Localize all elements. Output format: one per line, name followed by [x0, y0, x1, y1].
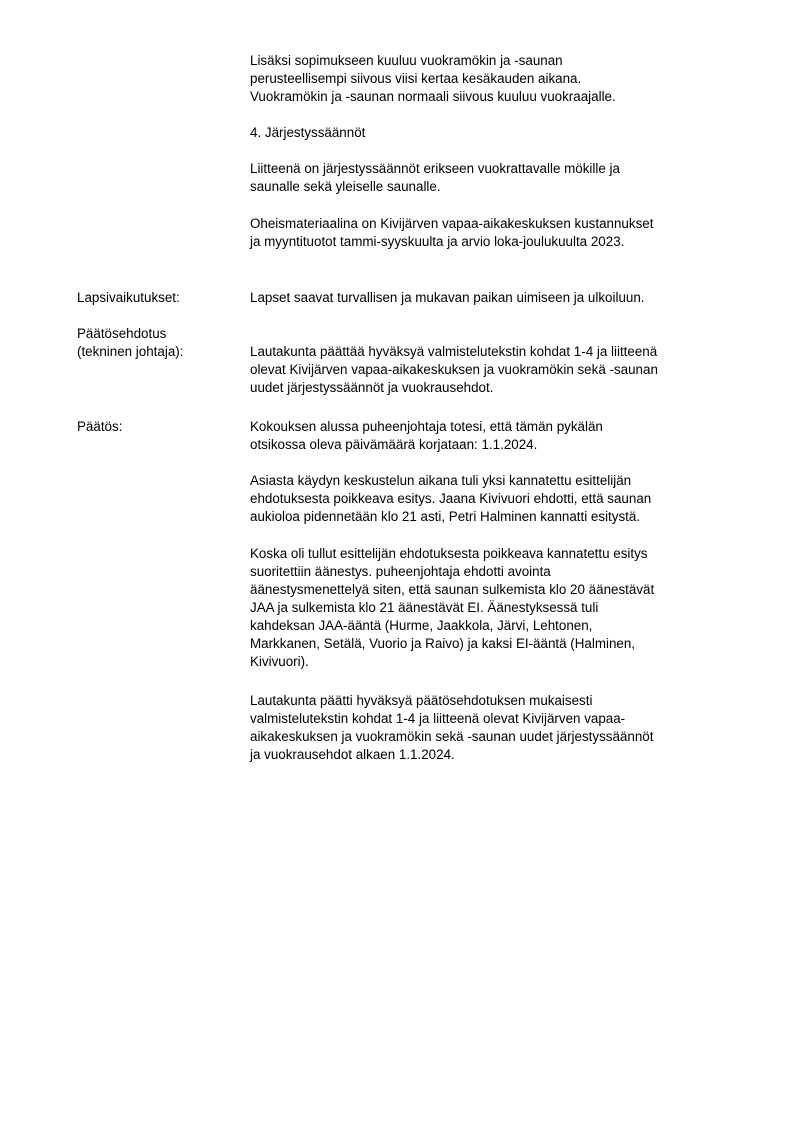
child-impact-text: Lapset saavat turvallisen ja mukavan paikan uimiseen ja ulkoiluun. [250, 290, 645, 305]
supplementary-material-paragraph: Oheismateriaalina on Kivijärven vapaa-aikakeskuksen kustannukset ja myyntituotot tammi-syyskuulta ja arvio loka-joulukuulta 2023. [250, 216, 654, 249]
decision-paragraph-final: Lautakunta päätti hyväksyä päätösehdotuksen mukaisesti valmistelutekstin kohdat 1-4 ja liitteenä olevat Kivijärven vapaa- aikakeskuksen ja vuokramökin sekä -saunan uudet järjestyssäännöt ja vuokrausehdot alkaen 1.1.2024. [250, 693, 654, 762]
decision-paragraph-discussion: Asiasta käydyn keskustelun aikana tuli yksi kannatettu esittelijän ehdotuksesta poikkeava esitys. Jaana Kivivuori ehdotti, että saunan aukioloa pidennetään klo 21 asti, Petri Halminen kannatti esitystä. [250, 473, 652, 524]
decision-paragraph-vote: Koska oli tullut esittelijän ehdotuksesta poikkeava kannatettu esitys suoritettiin äänestys. puheenjohtaja ehdotti avointa äänestysmenettelyä siten, että saunan sulkemista klo 20 äänestävät JAA ja sulkemista klo 21 äänestävät EI. Äänestyksessä tuli kahdeksan JAA-ääntä (Hurme, Jaakkola, Järvi, Lehtonen, Markkanen, Setälä, Vuorio ja Raivo) ja kaksi EI-ääntä (Halminen, Kivivuori). [250, 546, 655, 669]
cleaning-paragraph: Lisäksi sopimukseen kuuluu vuokramökin ja -saunan perusteellisempi siivous viisi kertaa kesäkauden aikana. Vuokramökin ja -saunan normaali siivous kuuluu vuokraajalle. [250, 53, 616, 104]
decision-proposal-text: Lautakunta päättää hyväksyä valmistelutekstin kohdat 1-4 ja liitteenä olevat Kivijärven vapaa-aikakeskuksen ja vuokramökin sekä -saunan uudet järjestyssäännöt ja vuokrausehdot. [250, 344, 658, 395]
rules-attachment-paragraph: Liitteenä on järjestyssäännöt erikseen vuokrattavalle mökille ja saunalle sekä yleiselle saunalle. [250, 161, 620, 194]
child-impact-label: Lapsivaikutukset: [77, 290, 180, 305]
section-4-heading: 4. Järjestyssäännöt [250, 125, 366, 140]
decision-paragraph-date: Kokouksen alussa puheenjohtaja totesi, että tämän pykälän otsikossa oleva päivämäärä korjataan: 1.1.2024. [250, 419, 603, 452]
decision-proposal-label: Päätösehdotus (tekninen johtaja): [77, 326, 184, 359]
decision-label: Päätös: [77, 419, 123, 434]
